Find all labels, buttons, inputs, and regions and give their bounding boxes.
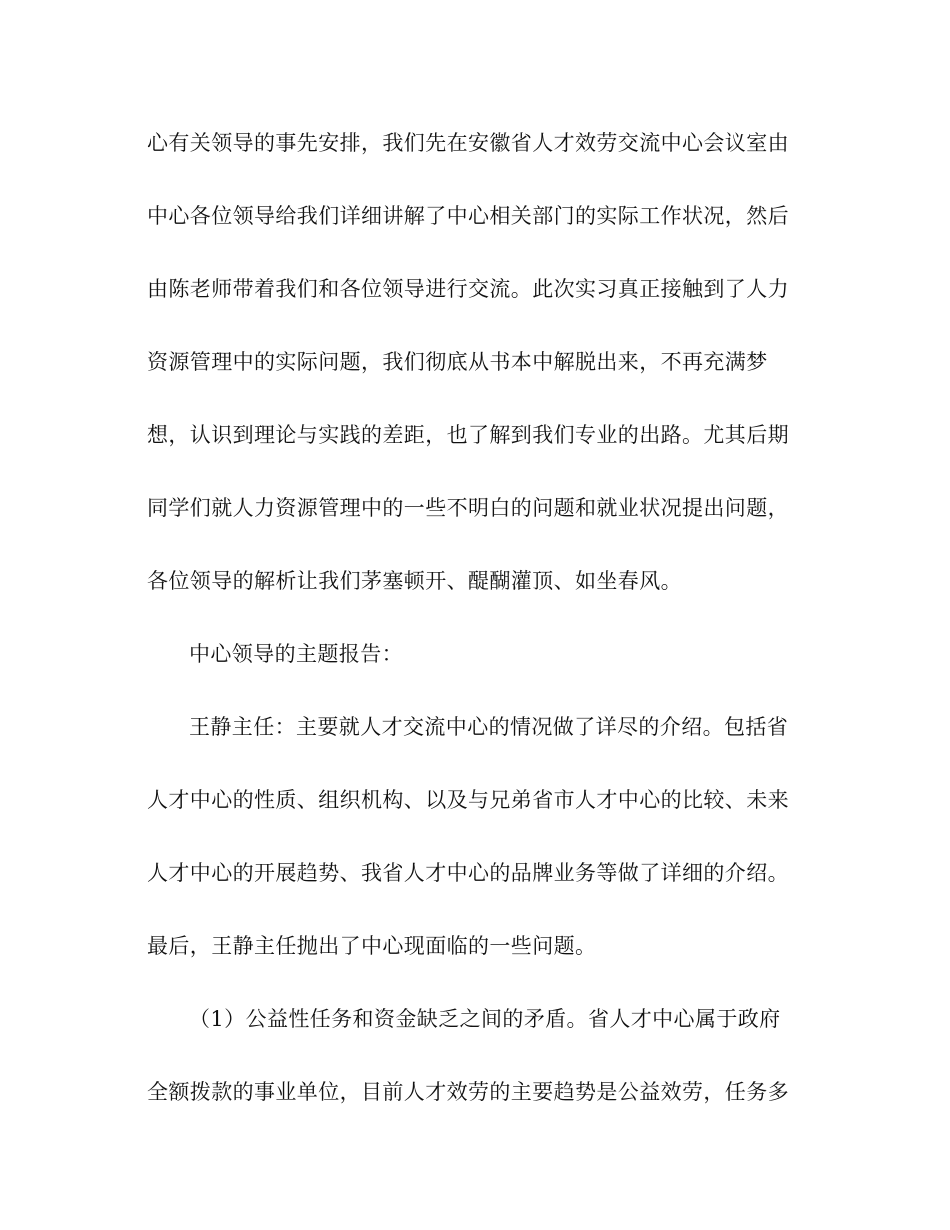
text-line: 资源管理中的实际问题，我们彻底从书本中解脱出来，不再充满梦 bbox=[147, 350, 768, 374]
text-line: 最后，王静主任抛出了中心现面临的一些问题。 bbox=[147, 934, 597, 958]
text-line: 由陈老师带着我们和各位领导进行交流。此次实习真正接触到了人力 bbox=[147, 277, 789, 301]
text-line: 各位领导的解析让我们茅塞顿开、醍醐灌顶、如坐春风。 bbox=[147, 569, 682, 593]
text-line: 中心各位领导给我们详细讲解了中心相关部门的实际工作状况，然后 bbox=[147, 204, 789, 228]
text-line: 人才中心的开展趋势、我省人才中心的品牌业务等做了详细的介绍。 bbox=[147, 861, 789, 885]
text-line: （1）公益性任务和资金缺乏之间的矛盾。省人才中心属于政府 bbox=[189, 1007, 781, 1031]
text-line: 王静主任：主要就人才交流中心的情况做了详尽的介绍。包括省 bbox=[189, 715, 789, 739]
section-heading: 中心领导的主题报告： bbox=[189, 642, 403, 666]
text-line: 人才中心的性质、组织机构、以及与兄弟省市人才中心的比较、未来 bbox=[147, 788, 789, 812]
text-line: 全额拨款的事业单位，目前人才效劳的主要趋势是公益效劳，任务多 bbox=[147, 1080, 789, 1104]
text-line: 想，认识到理论与实践的差距，也了解到我们专业的出路。尤其后期 bbox=[147, 423, 789, 447]
text-line: 心有关领导的事先安排，我们先在安徽省人才效劳交流中心会议室由 bbox=[147, 131, 789, 155]
text-line: 同学们就人力资源管理中的一些不明白的问题和就业状况提出问题， bbox=[147, 496, 789, 520]
